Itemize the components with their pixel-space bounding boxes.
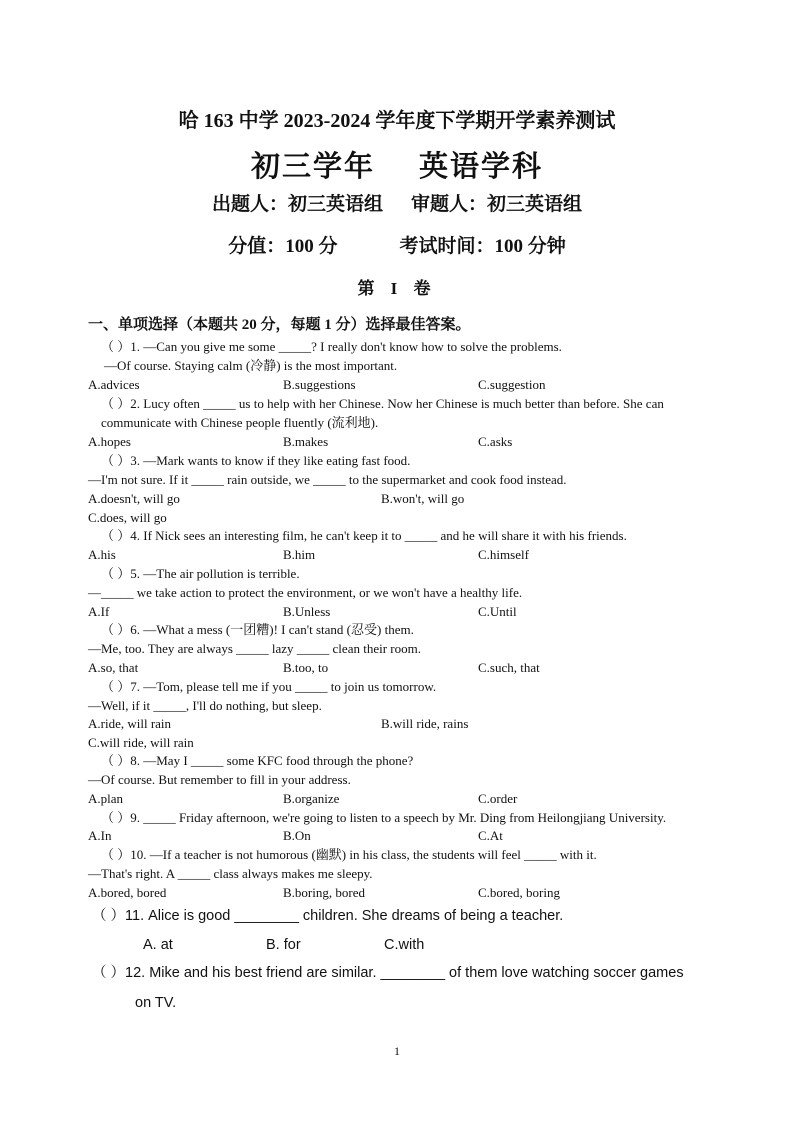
option-c: C.At [478, 828, 503, 843]
option-b: B.him [283, 547, 316, 562]
option-c: C.Until [478, 604, 517, 619]
option-c: C.such, that [478, 660, 540, 675]
question-6 [88, 620, 728, 658]
question-11-text: （ ）11. Alice is good ________ children. She dreams of being a teacher. [92, 908, 564, 924]
option-c: C.asks [478, 434, 513, 449]
question-12-line-1: （ ）12. Mike and his best friend are similar. ________ of them love watching soccer games [92, 965, 684, 981]
option-a: A.In [88, 828, 112, 843]
setter-label: 出题人：初三英语组 [211, 194, 383, 215]
question-7 [88, 677, 728, 715]
volume-heading: 第 I 卷 [357, 279, 437, 298]
question-1-line-1: （ ）1. —Can you give me some _____? I really don't know how to solve the problems. [101, 339, 562, 354]
question-8 [88, 751, 728, 789]
question-2 [88, 394, 713, 432]
option-b: B.Unless [283, 604, 331, 619]
question-4 [88, 526, 728, 545]
question-12 [88, 961, 728, 1015]
question-3 [88, 451, 728, 489]
question-1 [88, 337, 728, 375]
option-b: B.On [283, 828, 311, 843]
question-3-line-2: —I'm not sure. If it _____ rain outside, we _____ to the supermarket and cook food instead. [88, 472, 567, 487]
option-b: B.suggestions [283, 377, 356, 392]
option-b: B.organize [283, 791, 340, 806]
authors-line [0, 189, 794, 216]
score-label: 分值：100 分 [228, 236, 338, 257]
option-c: C.does, will go [88, 510, 167, 525]
question-6-line-2: —Me, too. They are always _____ lazy _____ clean their room. [88, 641, 421, 656]
question-7-line-1: （ ）7. —Tom, please tell me if you _____ to join us tomorrow. [101, 679, 437, 694]
option-a: A.his [88, 547, 116, 562]
question-8-line-2: —Of course. But remember to fill in your address. [88, 772, 351, 787]
question-12-line-2: on TV. [135, 995, 177, 1011]
question-8-line-1: （ ）8. —May I _____ some KFC food through the phone? [101, 753, 414, 768]
question-4-text: （ ）4. If Nick sees an interesting film, he can't keep it to _____ and he will share it with his friends. [101, 528, 627, 543]
reviewer-label: 审题人：初三英语组 [411, 194, 583, 215]
option-b: B. for [266, 937, 301, 953]
option-a: A.plan [88, 791, 124, 806]
option-a: A.hopes [88, 434, 131, 449]
option-b: B.will ride, rains [381, 716, 469, 731]
question-9-text: （ ）9. _____ Friday afternoon, we're going to listen to a speech by Mr. Ding from Heilongjiang University. [101, 810, 667, 825]
option-a: A.If [88, 604, 110, 619]
score-time-line [0, 231, 794, 258]
time-label: 考试时间：100 分钟 [399, 236, 566, 257]
question-5-line-2: —_____ we take action to protect the environment, or we won't have a healthy life. [88, 585, 523, 600]
option-a: A.ride, will rain [88, 716, 172, 731]
question-1-line-2: —Of course. Staying calm (冷静) is the most important. [104, 358, 398, 373]
page-number: 1 [394, 1044, 400, 1058]
question-3-line-1: （ ）3. —Mark wants to know if they like eating fast food. [101, 453, 411, 468]
option-a: A.so, that [88, 660, 139, 675]
question-6-line-1: （ ）6. —What a mess (一团糟)! I can't stand (忍受) them. [101, 622, 414, 637]
option-c: C.order [478, 791, 518, 806]
question-7-line-2: —Well, if it _____, I'll do nothing, but sleep. [88, 698, 322, 713]
subject-label: 英语学科 [419, 151, 544, 183]
question-9 [88, 808, 728, 827]
question-10-line-1: （ ）10. —If a teacher is not humorous (幽默) in his class, the students will feel _____ with it. [101, 847, 597, 862]
option-c: C.bored, boring [478, 885, 560, 900]
option-b: B.won't, will go [381, 491, 465, 506]
option-b: B.too, to [283, 660, 329, 675]
question-2-text: （ ）2. Lucy often _____ us to help with her Chinese. Now her Chinese is much better than before. She can communicate with Chinese people fluently (流利地). [101, 396, 664, 430]
option-c: C.himself [478, 547, 529, 562]
grade-subject-line [0, 144, 794, 185]
option-a: A.advices [88, 377, 140, 392]
option-c: C.will ride, will rain [88, 735, 194, 750]
question-10 [88, 845, 728, 883]
question-5 [88, 564, 728, 602]
option-a: A. at [143, 937, 173, 953]
option-a: A.doesn't, will go [88, 491, 180, 506]
option-b: B.boring, bored [283, 885, 365, 900]
exam-title: 哈 163 中学 2023-2024 学年度下学期开学素养测试 [178, 110, 616, 132]
section-heading: 一、单项选择（本题共 20 分，每题 1 分）选择最佳答案。 [88, 317, 471, 333]
grade-label: 初三学年 [250, 151, 375, 183]
option-a: A.bored, bored [88, 885, 167, 900]
option-b: B.makes [283, 434, 329, 449]
option-c: C.with [384, 937, 425, 953]
option-c: C.suggestion [478, 377, 546, 392]
question-5-line-1: （ ）5. —The air pollution is terrible. [101, 566, 300, 581]
question-10-line-2: —That's right. A _____ class always makes me sleepy. [88, 866, 373, 881]
question-11 [88, 904, 728, 928]
